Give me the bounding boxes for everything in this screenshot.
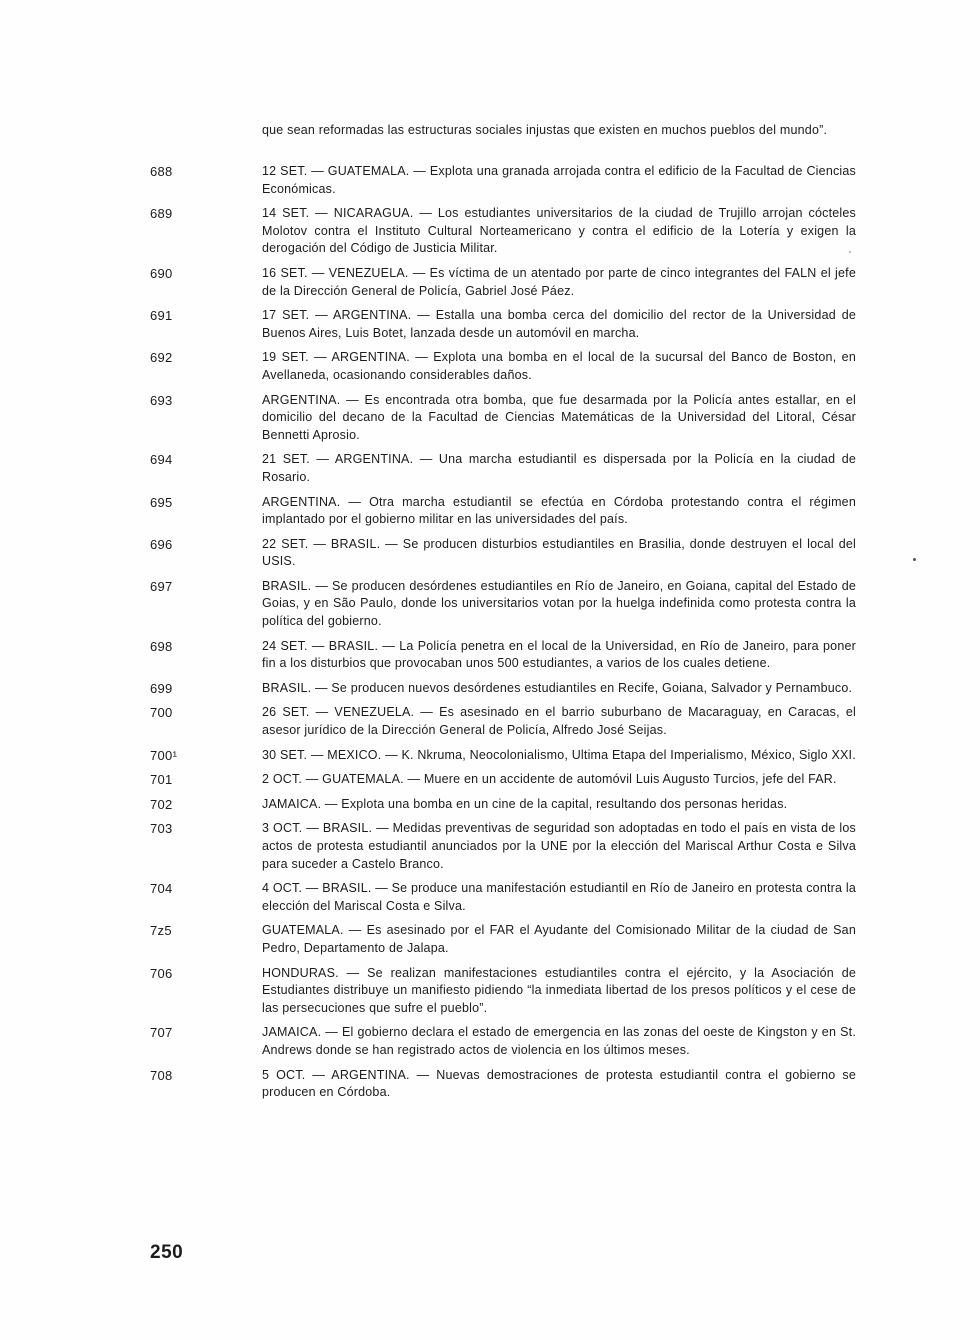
entry-number: 707 [150, 1025, 173, 1041]
list-item [0, 307, 980, 342]
intro-paragraph: que sean reformadas las estructuras sociales injustas que existen en muchos pueblos del mundo”. [262, 123, 828, 137]
list-item [0, 451, 980, 486]
list-item [0, 578, 980, 631]
entry-number: 691 [150, 308, 173, 324]
entry-number: 706 [150, 965, 173, 981]
list-item [0, 680, 980, 698]
entry-text: 5 OCT. — ARGENTINA. — Nuevas demostraciones de protesta estudiantil contra el gobierno se producen en Córdoba. [262, 1067, 856, 1100]
entry-number: 698 [150, 638, 173, 654]
entry-text: GUATEMALA. — Es asesinado por el FAR el Ayudante del Comisionado Militar de la ciudad de San Pedro, Departamento de Jalapa. [262, 923, 856, 955]
list-item [0, 704, 980, 739]
entry-number: 702 [150, 796, 173, 812]
entry-number: 688 [150, 164, 173, 179]
list-item [0, 922, 980, 957]
entry-text: 30 SET. — MEXICO. — K. Nkruma, Neocolonialismo, Ultima Etapa del Imperialismo, México, Siglo XXI. [262, 747, 856, 762]
list-item [0, 392, 980, 445]
entry-text: HONDURAS. — Se realizan manifestaciones estudiantiles contra el ejército, y la Asociación de Estudiantes distribuye un manifiesto pidiendo “la inmediata libertad de los presos políticos y el cese de las persecuciones que sufre el pueblo”. [262, 965, 856, 1015]
entry-number: 693 [150, 392, 173, 408]
entry-number: 703 [150, 821, 173, 837]
entry-text: 2 OCT. — GUATEMALA. — Muere en un accidente de automóvil Luis Augusto Turcios, jefe del FAR. [262, 772, 837, 787]
entry-text: 26 SET. — VENEZUELA. — Es asesinado en el barrio suburbano de Macaraguay, en Caracas, el asesor jurídico de la Dirección General de Policía, Alfredo José Seijas. [262, 705, 856, 738]
entry-text: BRASIL. — Se producen nuevos desórdenes estudiantiles en Recife, Goiana, Salvador y Pernambuco. [262, 680, 853, 695]
entry-number: 690 [150, 265, 173, 281]
entry-text: BRASIL. — Se producen desórdenes estudiantiles en Río de Janeiro, en Goiana, capital del Estado de Goias, y en São Paulo, donde los universitarios votan por la huelga indefinida como protesta contra la política del gobierno. [262, 578, 856, 629]
entry-number: 7z5 [150, 923, 172, 939]
page-number: 250 [150, 1242, 184, 1263]
entry-text: 19 SET. — ARGENTINA. — Explota una bomba en el local de la sucursal del Banco de Boston, en Avellaneda, ocasionando considerables daños. [262, 350, 856, 382]
list-item [0, 1067, 980, 1102]
entry-text: ARGENTINA. — Es encontrada otra bomba, que fue desarmada por la Policía antes estallar, en el domicilio del decano de la Facultad de Ciencias Matemáticas de la Universidad del Litoral, César Bennetti Aprosio. [262, 392, 856, 442]
list-item [0, 820, 980, 873]
entry-number: 695 [150, 494, 173, 510]
list-item [0, 747, 980, 765]
entry-number: 704 [150, 881, 173, 897]
scan-speck [849, 251, 851, 253]
list-item [0, 205, 980, 258]
list-item [0, 965, 980, 1018]
entry-text: ARGENTINA. — Otra marcha estudiantil se efectúa en Córdoba protestando contra el régimen implantado por el gobierno militar en las universidades del país. [262, 494, 856, 527]
entry-text: JAMAICA. — El gobierno declara el estado de emergencia en las zonas del oeste de Kingston y en St. Andrews donde se han registrado actos de violencia en los últimos meses. [262, 1025, 856, 1057]
entry-number: 692 [150, 350, 173, 366]
entry-text: JAMAICA. — Explota una bomba en un cine de la capital, resultando dos personas heridas. [262, 796, 788, 811]
list-item [0, 536, 980, 571]
list-item [0, 349, 980, 384]
list-item [0, 796, 980, 814]
entry-text: 12 SET. — GUATEMALA. — Explota una granada arrojada contra el edificio de la Facultad de Ciencias Económicas. [262, 164, 856, 196]
entry-text: 17 SET. — ARGENTINA. — Estalla una bomba cerca del domicilio del rector de la Universidad de Buenos Aires, Luis Botet, lanzada desde un automóvil en marcha. [262, 308, 856, 340]
entry-number: 697 [150, 578, 173, 594]
entry-number: 700¹ [150, 747, 178, 763]
entry-number: 696 [150, 536, 173, 552]
entry-number: 708 [150, 1067, 173, 1083]
entry-text: 22 SET. — BRASIL. — Se producen disturbios estudiantiles en Brasilia, donde destruyen el local del USIS. [262, 536, 856, 569]
entry-number: 699 [150, 680, 173, 696]
list-item [0, 163, 980, 198]
entry-text: 14 SET. — NICARAGUA. — Los estudiantes universitarios de la ciudad de Trujillo arrojan cócteles Molotov contra el Instituto Cultural Norteamericano y contra el edificio de la Lotería y exigen la derogación del Código de Justicia Militar. [262, 206, 856, 256]
chronology-list [0, 163, 980, 1109]
entry-text: 16 SET. — VENEZUELA. — Es víctima de un atentado por parte de cinco integrantes del FALN el jefe de la Dirección General de Policía, Gabriel José Páez. [262, 265, 856, 298]
list-item [0, 771, 980, 789]
entry-text: 21 SET. — ARGENTINA. — Una marcha estudiantil es dispersada por la Policía en la ciudad de Rosario. [262, 452, 856, 484]
entry-text: 3 OCT. — BRASIL. — Medidas preventivas de seguridad son adoptadas en todo el país en vista de los actos de protesta estudiantil anunciados por la UNE por la elección del Mariscal Arthur Costa e Silva para suceder a Castelo Branco. [262, 821, 856, 871]
list-item [0, 880, 980, 915]
list-item [0, 494, 980, 529]
list-item [0, 638, 980, 673]
entry-text: 4 OCT. — BRASIL. — Se produce una manifestación estudiantil en Río de Janeiro en protesta contra la elección del Mariscal Costa e Silva. [262, 881, 856, 913]
entry-number: 694 [150, 452, 173, 468]
list-item [0, 1024, 980, 1059]
entry-number: 689 [150, 206, 173, 222]
entry-text: 24 SET. — BRASIL. — La Policía penetra en el local de la Universidad, en Río de Janeiro, para poner fin a los disturbios que provocaban unos 500 estudiantes, a varios de los cuales detiene. [262, 638, 856, 671]
list-item [0, 265, 980, 300]
entry-number: 700 [150, 705, 173, 721]
scan-speck [913, 558, 916, 561]
entry-number: 701 [150, 772, 173, 788]
